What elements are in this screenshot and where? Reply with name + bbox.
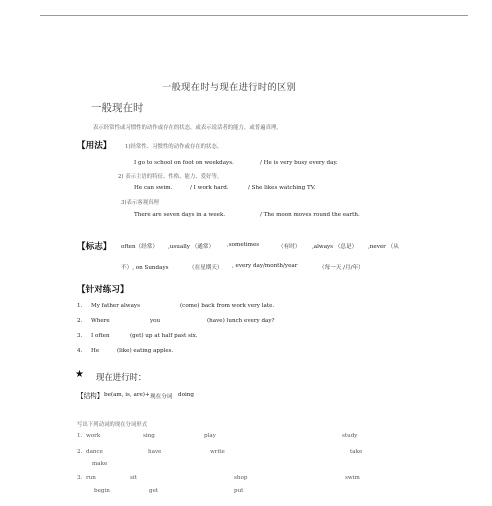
verb-item: run	[86, 475, 96, 481]
verb-item: swim	[345, 475, 360, 481]
verb-item: get	[149, 488, 159, 494]
verb-item: put	[234, 488, 244, 494]
exercise-text: Where	[91, 318, 110, 324]
exercise-number: 3.	[77, 333, 83, 339]
signal-word: （每一天 /月/年）	[319, 265, 364, 271]
usage-3-example-b: / The moon moves round the earth.	[260, 212, 360, 218]
structure-label: 【结构】	[77, 392, 104, 400]
verb-item: shop	[234, 475, 248, 481]
verb-item: have	[148, 449, 162, 455]
usage-3-example-a: There are seven days in a week.	[134, 212, 226, 218]
usage-1-example-b: / He is very busy every day.	[260, 160, 338, 166]
signal-word: （在星期天）	[189, 265, 223, 271]
signal-word: ,sometimes	[227, 242, 260, 248]
usage-1: 1)经常性、习惯性的动作或存在的状态。	[125, 144, 223, 150]
signal-words-label: 【标志】	[77, 242, 112, 252]
verb-item: begin	[94, 488, 110, 494]
exercise-number: 2.	[77, 318, 83, 324]
exercise-text: I often	[91, 333, 110, 339]
signal-word: （有时）	[278, 244, 301, 250]
usage-2: 2) 表示主语的特征、性格、能力、爱好等。	[118, 174, 223, 180]
verb-item: work	[86, 433, 101, 439]
signal-word: ,usually （通常）	[168, 244, 215, 250]
usage-1-example-a: I go to school on foot on weekdays.	[134, 160, 234, 166]
definition-text: 表示经常性或习惯性的动作或存在的状态，或表示说话者的能力，或普遍真理。	[93, 125, 282, 131]
header-rule	[40, 15, 468, 16]
usage-2-example-b: / I work hard.	[190, 185, 229, 191]
structure-part: doing	[178, 392, 194, 398]
verb-item: play	[204, 433, 216, 439]
section-heading-present-simple: 一般现在时	[91, 102, 144, 114]
usage-2-example-a: He can swim.	[134, 185, 173, 191]
signal-word: often（经常）	[121, 244, 158, 250]
verb-item: write	[210, 449, 225, 455]
signal-word: ,never （从	[368, 244, 399, 250]
exercise-text: (like) eating apples.	[117, 348, 174, 354]
verb-item: sing	[143, 433, 155, 439]
star-icon: ★	[75, 369, 84, 380]
exercise-number: 1.	[77, 303, 83, 309]
exercise-text: (have) lunch every day?	[207, 318, 275, 324]
document-title: 一般现在时与现在进行时的区别	[162, 82, 297, 93]
signal-word: ,always （总是）	[312, 244, 358, 250]
verb-item: dance	[86, 449, 103, 455]
section-heading-present-continuous: 现在进行时：	[96, 372, 147, 382]
exercise-text: My father always	[91, 303, 140, 309]
verb-item: take	[350, 449, 363, 455]
exercise-text: (come) back from work very late.	[180, 303, 275, 309]
usage-label: 【用法】	[77, 141, 112, 151]
verb-item: make	[92, 461, 108, 467]
exercise-text: (get) up at half past six.	[130, 333, 198, 339]
verb-row-number: 2.	[77, 449, 83, 455]
structure-part: 现在分词	[150, 394, 173, 400]
usage-3: 3)表示客观真理	[121, 200, 159, 206]
signal-word: 不）, on Sundays	[121, 265, 169, 271]
verb-item: study	[342, 433, 358, 439]
usage-2-example-c: / She likes watching TV.	[248, 185, 316, 191]
signal-word: , every day/month/year	[232, 263, 298, 269]
instruction-text: 写出下列动词的现在分词形式	[77, 422, 148, 428]
structure-part: be(am, is, are)+	[104, 392, 150, 398]
exercise-number: 4.	[77, 348, 83, 354]
verb-row-number: 3.	[77, 475, 83, 481]
verb-row-number: 1.	[77, 433, 83, 439]
exercise-label: 【针对练习】	[77, 285, 129, 295]
exercise-text: He	[91, 348, 100, 354]
exercise-text: you	[150, 318, 161, 324]
verb-item: sit	[130, 475, 137, 481]
